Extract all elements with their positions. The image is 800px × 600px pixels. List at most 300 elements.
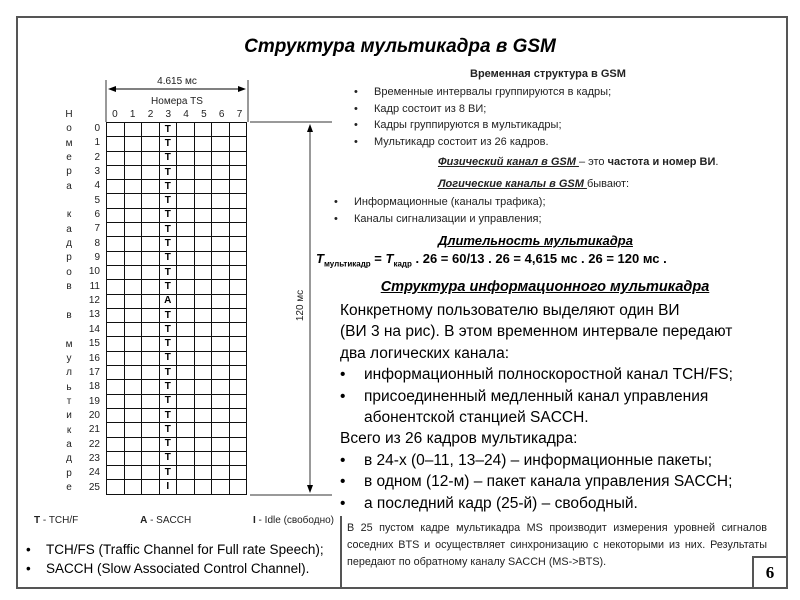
vertical-label-letter: Н <box>65 109 73 120</box>
slot-cell <box>194 223 212 237</box>
slot-code: T <box>159 123 177 137</box>
slot-cell <box>177 194 195 208</box>
info-paragraph: Всего из 26 кадров мультикадра: <box>340 430 578 448</box>
grid-row <box>107 308 247 322</box>
slot-cell <box>212 466 230 480</box>
slot-cell <box>124 151 142 165</box>
slot-cell <box>194 466 212 480</box>
ts-numbers <box>106 109 250 120</box>
vertical-label-letter: л <box>66 367 72 379</box>
slot-code: T <box>159 423 177 437</box>
slot-cell <box>229 294 247 308</box>
slot-code: T <box>159 194 177 208</box>
grid-row <box>107 137 247 151</box>
frame-number: 11 <box>89 280 100 292</box>
slot-cell <box>142 451 160 465</box>
slot-cell <box>177 380 195 394</box>
slot-cell <box>229 423 247 437</box>
slot-cell <box>107 408 125 422</box>
list-item: • Временные интервалы группируются в кадры; <box>350 84 611 101</box>
grid-row <box>107 294 247 308</box>
slot-cell <box>229 137 247 151</box>
slot-cell <box>194 437 212 451</box>
slot-cell <box>194 280 212 294</box>
slot-cell <box>177 337 195 351</box>
info-body <box>340 300 760 514</box>
logical-list <box>330 194 546 227</box>
slot-cell <box>212 351 230 365</box>
slot-cell <box>212 165 230 179</box>
info-paragraph: два логических канала: <box>340 344 510 362</box>
slot-cell <box>142 151 160 165</box>
slot-cell <box>194 308 212 322</box>
slot-cell <box>177 323 195 337</box>
slot-cell <box>107 451 125 465</box>
info-paragraph: (ВИ 3 на рис). В этом временном интервале передают <box>340 323 733 341</box>
slot-code: T <box>159 408 177 422</box>
grid-row <box>107 451 247 465</box>
slot-code: T <box>159 394 177 408</box>
slot-cell <box>194 323 212 337</box>
slot-cell <box>124 366 142 380</box>
slot-cell <box>124 308 142 322</box>
slot-cell <box>212 423 230 437</box>
slot-cell <box>177 294 195 308</box>
grid-row <box>107 180 247 194</box>
slot-cell <box>194 351 212 365</box>
legend-item <box>253 515 334 526</box>
vertical-label-letter: е <box>66 481 72 493</box>
slot-cell <box>212 323 230 337</box>
slot-cell <box>107 180 125 194</box>
slot-cell <box>107 366 125 380</box>
slot-cell <box>229 280 247 294</box>
slot-cell <box>124 394 142 408</box>
vertical-label-letter: р <box>66 252 72 264</box>
slot-cell <box>124 408 142 422</box>
slot-cell <box>177 208 195 222</box>
slot-code: T <box>159 366 177 380</box>
vertical-label-letter: в <box>66 309 72 321</box>
slot-cell <box>212 451 230 465</box>
slot-cell <box>194 180 212 194</box>
logical-rest: бывают: <box>586 178 630 190</box>
vertical-label-letter: м <box>65 338 73 350</box>
slot-cell <box>194 165 212 179</box>
slot-cell <box>212 408 230 422</box>
slot-cell <box>124 237 142 251</box>
frame-number: 6 <box>94 209 100 221</box>
slot-cell <box>229 265 247 279</box>
grid-row <box>107 265 247 279</box>
duration-heading <box>438 233 633 248</box>
grid-row <box>107 480 247 494</box>
slot-cell <box>107 437 125 451</box>
list-item: • в одном (12-м) – пакет канала управления SACCH; <box>340 471 760 492</box>
slot-cell <box>177 366 195 380</box>
physical-term: Физический канал в GSM <box>438 156 579 168</box>
vertical-label-letter <box>62 194 76 208</box>
formula-t2: T <box>385 251 394 266</box>
slide-title: Структура мультикадра в GSM <box>244 36 556 57</box>
slot-cell <box>194 408 212 422</box>
vertical-label-letter: р <box>66 467 72 479</box>
slot-cell <box>107 251 125 265</box>
slot-cell <box>229 123 247 137</box>
slot-cell <box>194 366 212 380</box>
formula-eq1: = <box>370 251 386 266</box>
slot-cell <box>229 480 247 494</box>
slot-cell <box>229 208 247 222</box>
frame-number: 8 <box>94 237 100 249</box>
vertical-label-letter: а <box>66 223 72 235</box>
slot-cell <box>142 165 160 179</box>
slot-cell <box>124 294 142 308</box>
abbrev-item: • TCH/FS (Traffic Channel for Full rate Speech); <box>22 540 324 559</box>
physical-bold: частота и номер ВИ <box>607 156 716 168</box>
frame-number: 0 <box>94 123 100 134</box>
slot-cell <box>177 394 195 408</box>
slot-cell <box>177 265 195 279</box>
slot-cell <box>194 265 212 279</box>
legend-code: I <box>253 515 256 526</box>
slot-code: T <box>159 265 177 279</box>
vertical-label-letter: о <box>66 123 72 135</box>
slot-cell <box>212 480 230 494</box>
frame-number: 21 <box>88 424 100 436</box>
slot-code: T <box>159 280 177 294</box>
list-item: • Мультикадр состоит из 26 кадров. <box>350 134 611 151</box>
slot-cell <box>107 223 125 237</box>
slot-cell <box>194 380 212 394</box>
slot-cell <box>107 280 125 294</box>
slot-cell <box>177 408 195 422</box>
legend-item <box>34 515 78 526</box>
slot-code: T <box>159 323 177 337</box>
slot-cell <box>212 123 230 137</box>
slot-cell <box>194 137 212 151</box>
vertical-label-letter: д <box>66 453 72 465</box>
slot-cell <box>107 208 125 222</box>
list-item: • Информационные (каналы трафика); <box>330 194 546 211</box>
slot-code: T <box>159 165 177 179</box>
grid-row <box>107 251 247 265</box>
slot-cell <box>212 237 230 251</box>
vertical-label-letter: а <box>66 438 72 450</box>
slot-cell <box>124 451 142 465</box>
slot-cell <box>107 380 125 394</box>
grid-row <box>107 165 247 179</box>
slot-cell <box>142 337 160 351</box>
info-paragraph: Конкретному пользователю выделяют один ВИ <box>340 302 680 319</box>
list-item: • Каналы сигнализации и управления; <box>330 211 546 228</box>
slot-code: T <box>159 180 177 194</box>
physical-channel-line <box>438 156 718 168</box>
slot-cell <box>229 394 247 408</box>
slot-cell <box>107 123 125 137</box>
slot-cell <box>107 466 125 480</box>
slot-cell <box>124 466 142 480</box>
slot-code: T <box>159 466 177 480</box>
slot-cell <box>177 280 195 294</box>
slot-cell <box>142 394 160 408</box>
grid-row <box>107 323 247 337</box>
slot-cell <box>194 208 212 222</box>
slot-cell <box>177 308 195 322</box>
physical-end: . <box>715 156 719 168</box>
vertical-label-letter: ь <box>66 381 72 393</box>
slot-cell <box>194 337 212 351</box>
slot-cell <box>107 194 125 208</box>
info-heading-text: Структура информационного мультикадра <box>380 279 710 295</box>
slot-cell <box>177 151 195 165</box>
legend-text: - Idle (свободно) <box>255 515 334 526</box>
legend-text: - TCH/F <box>40 515 79 526</box>
slot-cell <box>177 165 195 179</box>
grid-row <box>107 280 247 294</box>
slot-cell <box>107 165 125 179</box>
note-divider <box>340 516 752 589</box>
slot-cell <box>124 137 142 151</box>
slot-cell <box>124 251 142 265</box>
slot-cell <box>124 337 142 351</box>
slot-cell <box>124 480 142 494</box>
slot-cell <box>212 265 230 279</box>
vertical-label-letter: р <box>66 166 72 178</box>
slot-cell <box>107 323 125 337</box>
page-number: 6 <box>752 556 788 589</box>
frame-number: 10 <box>88 266 100 278</box>
grid-row <box>107 366 247 380</box>
slot-code: A <box>159 294 177 308</box>
slot-cell <box>142 351 160 365</box>
slot-cell <box>124 323 142 337</box>
slot-code: T <box>159 137 177 151</box>
slot-cell <box>229 194 247 208</box>
grid-row <box>107 237 247 251</box>
slot-cell <box>124 423 142 437</box>
slot-code: T <box>159 223 177 237</box>
slot-cell <box>177 237 195 251</box>
slot-cell <box>142 237 160 251</box>
slot-cell <box>124 437 142 451</box>
slot-cell <box>229 437 247 451</box>
slot-cell <box>229 408 247 422</box>
slot-cell <box>229 451 247 465</box>
grid-row <box>107 394 247 408</box>
vertical-label-letter: д <box>66 238 72 250</box>
slot-cell <box>142 308 160 322</box>
legend-item <box>140 515 191 526</box>
vertical-label-letter: в <box>66 281 72 293</box>
grid-row <box>107 194 247 208</box>
slot-cell <box>142 380 160 394</box>
slot-cell <box>212 394 230 408</box>
frame-number: 3 <box>94 166 100 178</box>
slot-cell <box>142 223 160 237</box>
slot-cell <box>142 466 160 480</box>
slot-cell <box>229 380 247 394</box>
slot-cell <box>107 137 125 151</box>
list-item: • а последний кадр (25-й) – свободный. <box>340 493 760 514</box>
slot-cell <box>142 480 160 494</box>
slot-cell <box>142 366 160 380</box>
slot-cell <box>212 180 230 194</box>
grid-row <box>107 123 247 137</box>
slot-cell <box>212 437 230 451</box>
legend <box>34 515 334 526</box>
frame-number: 13 <box>88 309 100 321</box>
slot-cell <box>229 165 247 179</box>
slot-cell <box>194 480 212 494</box>
vertical-label-letter: у <box>66 352 72 364</box>
ts-number: 7 <box>236 109 243 120</box>
slot-cell <box>107 151 125 165</box>
slot-code: T <box>159 380 177 394</box>
slot-cell <box>194 423 212 437</box>
grid-row <box>107 223 247 237</box>
slot-cell <box>124 380 142 394</box>
slot-cell <box>229 223 247 237</box>
slot-cell <box>177 137 195 151</box>
slot-cell <box>177 123 195 137</box>
slot-cell <box>142 323 160 337</box>
vertical-label-letter: м <box>65 137 73 149</box>
slot-cell <box>124 280 142 294</box>
slot-cell <box>107 308 125 322</box>
slot-code: T <box>159 151 177 165</box>
frame-number: 15 <box>88 338 100 350</box>
slot-cell <box>107 423 125 437</box>
ts-number: 2 <box>147 109 154 120</box>
slot-cell <box>107 337 125 351</box>
slot-cell <box>194 251 212 265</box>
frame-number: 18 <box>88 381 100 393</box>
slot-cell <box>124 208 142 222</box>
slot-code: T <box>159 451 177 465</box>
multiframe-duration-label: 120 мс <box>295 289 307 322</box>
slot-cell <box>142 265 160 279</box>
slot-cell <box>177 423 195 437</box>
frame-number: 19 <box>88 395 100 407</box>
multiframe-grid <box>106 122 247 495</box>
slot-cell <box>177 180 195 194</box>
frame-duration-label: 4.615 мс <box>157 76 197 87</box>
ts-number: 6 <box>218 109 225 120</box>
abbrev-list <box>22 540 324 578</box>
slot-cell <box>229 151 247 165</box>
vertical-label-letter <box>62 323 76 337</box>
list-item: • присоединенный медленный канал управления абонентской станцией SACCH. <box>340 386 744 429</box>
slot-code: T <box>159 337 177 351</box>
slot-cell <box>194 451 212 465</box>
slot-cell <box>124 351 142 365</box>
slot-cell <box>212 308 230 322</box>
duration-heading-text: Длительность мультикадра <box>438 233 633 248</box>
grid-row <box>107 351 247 365</box>
formula-sub2: кадр <box>393 259 412 269</box>
slot-cell <box>142 280 160 294</box>
ts-number: 0 <box>112 109 118 120</box>
abbrev-item: • SACCH (Slow Associated Control Channel). <box>22 559 324 578</box>
frame-number: 23 <box>88 452 100 464</box>
slot-cell <box>107 351 125 365</box>
slot-code: T <box>159 308 177 322</box>
slot-code: T <box>159 237 177 251</box>
slot-cell <box>212 294 230 308</box>
slot-cell <box>124 194 142 208</box>
slot-cell <box>142 123 160 137</box>
formula-eq2: . 26 = 60/13 . 26 = 4,615 мс . 26 = 120 мс . <box>411 251 667 266</box>
frame-number: 14 <box>88 323 100 335</box>
ts-header: Номера TS <box>151 96 203 107</box>
slot-cell <box>142 423 160 437</box>
slot-cell <box>142 251 160 265</box>
slot-cell <box>229 237 247 251</box>
logical-channels-line <box>438 178 629 190</box>
slot-cell <box>194 237 212 251</box>
slot-cell <box>229 351 247 365</box>
slot-cell <box>142 437 160 451</box>
slot-cell <box>142 208 160 222</box>
slot-cell <box>177 451 195 465</box>
slot-cell <box>177 223 195 237</box>
ts-number: 3 <box>165 109 172 120</box>
slot-cell <box>194 194 212 208</box>
list-item: • Кадр состоит из 8 ВИ; <box>350 101 611 118</box>
time-structure-list <box>350 84 611 150</box>
list-item: • Кадры группируются в мультикадры; <box>350 117 611 134</box>
slot-code: I <box>159 480 177 494</box>
frame-number: 24 <box>88 467 100 479</box>
slot-cell <box>124 165 142 179</box>
slot-cell <box>212 151 230 165</box>
frame-number: 25 <box>88 481 100 493</box>
grid-row <box>107 423 247 437</box>
slot-cell <box>124 265 142 279</box>
frame-number: 2 <box>94 151 100 163</box>
ts-number: 1 <box>129 109 136 120</box>
slot-cell <box>229 251 247 265</box>
grid-row <box>107 151 247 165</box>
slot-cell <box>124 180 142 194</box>
slot-cell <box>212 337 230 351</box>
frame-number: 7 <box>94 223 100 235</box>
grid-row <box>107 337 247 351</box>
slot-cell <box>212 137 230 151</box>
slot-code: T <box>159 437 177 451</box>
slot-cell <box>107 294 125 308</box>
frame-number: 5 <box>94 194 100 206</box>
slot-cell <box>194 294 212 308</box>
frame-number: 1 <box>94 137 100 149</box>
info-heading <box>340 279 750 295</box>
slot-cell <box>229 466 247 480</box>
slot-cell <box>142 137 160 151</box>
grid-row <box>107 380 247 394</box>
formula-sub1: мультикадр <box>323 259 371 269</box>
vertical-label-letter: к <box>66 209 72 221</box>
vertical-label-letter: о <box>66 266 72 278</box>
vertical-label-letter <box>62 294 76 308</box>
time-structure-heading: Временная структура в GSM <box>470 68 626 80</box>
slot-cell <box>142 194 160 208</box>
slot-cell <box>177 351 195 365</box>
slot-cell <box>212 280 230 294</box>
vertical-label-letter: и <box>66 410 72 422</box>
vertical-label-letter: е <box>66 152 72 164</box>
legend-code: T <box>34 515 41 526</box>
